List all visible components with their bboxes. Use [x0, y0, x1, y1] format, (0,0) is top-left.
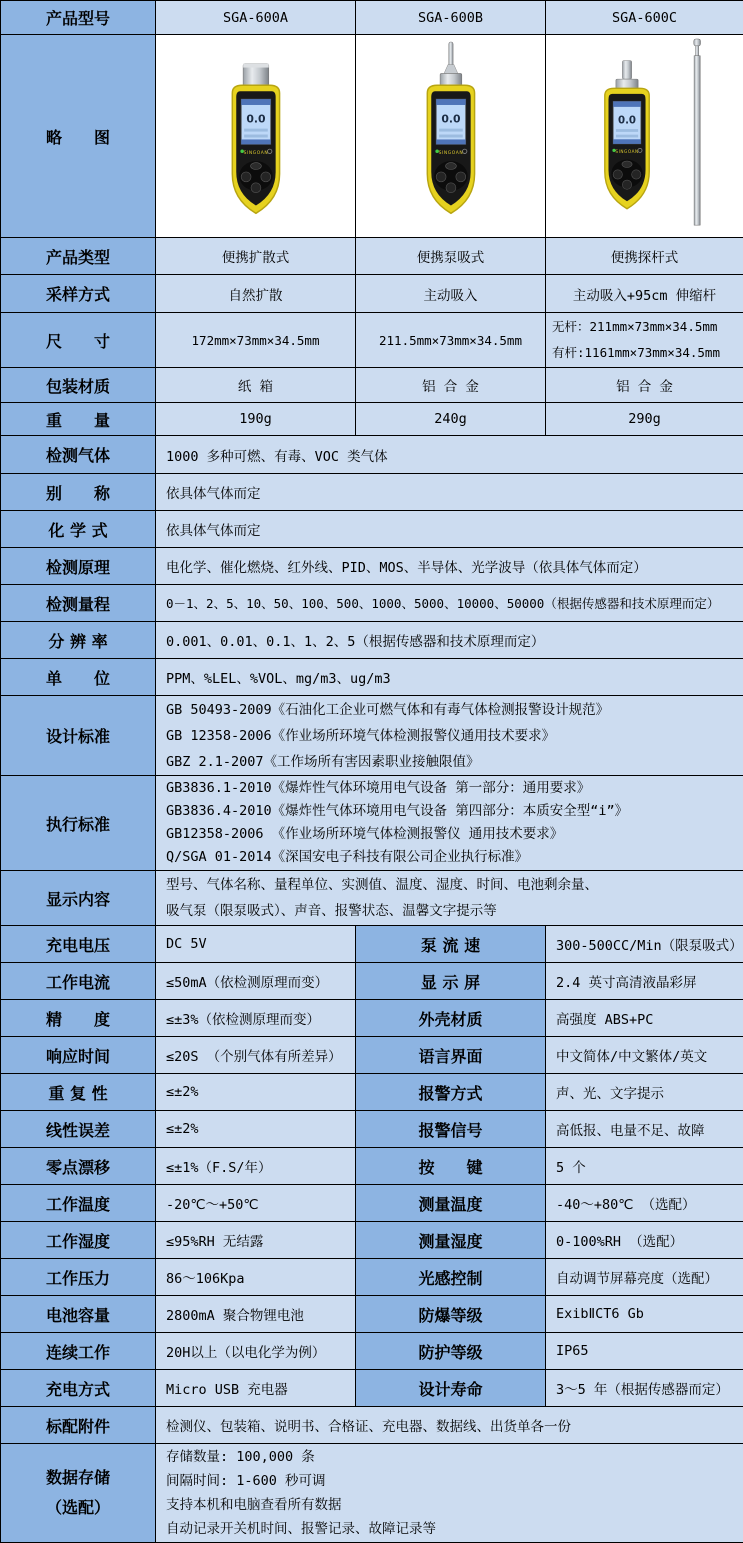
standard-line: GB 50493-2009《石油化工企业可燃气体和有毒气体检测报警设计规范》: [166, 697, 737, 723]
cell-value: 主动吸入+95cm 伸缩杆: [546, 275, 743, 313]
cell-value: ExibⅡCT6 Gb: [546, 1296, 743, 1333]
cell-value: 铝 合 金: [546, 368, 743, 403]
row-label: 别 称: [1, 474, 156, 511]
standard-line: GB 12358-2006《作业场所环境气体检测报警仪通用技术要求》: [166, 723, 737, 749]
row-label: 外壳材质: [356, 1000, 546, 1037]
row-label: 光感控制: [356, 1259, 546, 1296]
standard-line: GB12358-2006 《作业场所环境气体检测报警仪 通用技术要求》: [166, 823, 737, 846]
gas-detector-diffusion-image: [187, 38, 325, 235]
table-row: [1, 622, 743, 659]
cell-value: 211.5mm×73mm×34.5mm: [356, 313, 546, 368]
cell-value: ≤50mA（依检测原理而变）: [156, 963, 356, 1000]
cell-value: ≤95%RH 无结露: [156, 1222, 356, 1259]
cell-value: 0.001、0.01、0.1、1、2、5（根据传感器和技术原理而定）: [156, 622, 743, 659]
cell-value: [546, 313, 743, 368]
row-label: 工作电流: [1, 963, 156, 1000]
cell-value: ≤±2%: [156, 1111, 356, 1148]
table-row: [1, 585, 743, 622]
row-label: 精 度: [1, 1000, 156, 1037]
row-label: 工作压力: [1, 1259, 156, 1296]
row-label: 检测气体: [1, 436, 156, 474]
row-label: 测量湿度: [356, 1222, 546, 1259]
table-row: [1, 963, 743, 1000]
table-row: [1, 1259, 743, 1296]
row-label: 单 位: [1, 659, 156, 696]
row-label: 泵 流 速: [356, 926, 546, 963]
row-label: 语言界面: [356, 1037, 546, 1074]
cell-value: PPM、%LEL、%VOL、mg/m3、ug/m3: [156, 659, 743, 696]
cell-value: 1000 多种可燃、有毒、VOC 类气体: [156, 436, 743, 474]
standard-line: GB3836.4-2010《爆炸性气体环境用电气设备 第四部分：本质安全型“i”》: [166, 800, 737, 823]
cell-value: 自动调节屏幕亮度（选配）: [546, 1259, 743, 1296]
table-row: [1, 871, 743, 926]
cell-value: 主动吸入: [356, 275, 546, 313]
sketch-row: [1, 35, 743, 238]
row-label-line: 数据存储: [3, 1463, 153, 1493]
cell-value: 5 个: [546, 1148, 743, 1185]
cell-value: ≤±2%: [156, 1074, 356, 1111]
cell-value: 172mm×73mm×34.5mm: [156, 313, 356, 368]
dimension-line: 无杆：211mm×73mm×34.5mm: [552, 314, 737, 340]
cell-value: 240g: [356, 403, 546, 436]
cell-value: 电化学、催化燃烧、红外线、PID、MOS、半导体、光学波导（依具体气体而定）: [156, 548, 743, 585]
brand-label: SINGOAN: [438, 150, 463, 156]
cell-value: 高强度 ABS+PC: [546, 1000, 743, 1037]
row-label: 产品类型: [1, 238, 156, 275]
row-label: 防护等级: [356, 1333, 546, 1370]
row-label: 执行标准: [1, 776, 156, 871]
cell-value: 便携扩散式: [156, 238, 356, 275]
row-label: 零点漂移: [1, 1148, 156, 1185]
lcd-value: 0.0: [441, 112, 461, 125]
row-label: 电池容量: [1, 1296, 156, 1333]
cell-value: 3～5 年（根据传感器而定）: [546, 1370, 743, 1407]
cell-value: ≤±3%（依检测原理而变）: [156, 1000, 356, 1037]
cell-value: [156, 871, 743, 926]
storage-line: 支持本机和电脑查看所有数据: [166, 1493, 737, 1517]
display-content-line: 吸气泵（限泵吸式）、声音、报警状态、温馨文字提示等: [166, 898, 737, 924]
brand-label: SINGOAN: [615, 149, 638, 154]
table-row: [1, 403, 743, 436]
model-name-a: SGA-600A: [156, 1, 356, 35]
gas-detector-probe-image: [576, 38, 714, 235]
cell-value: 纸 箱: [156, 368, 356, 403]
cell-value: 2800mA 聚合物锂电池: [156, 1296, 356, 1333]
row-label-sketch: 略 图: [1, 35, 156, 238]
row-label: 响应时间: [1, 1037, 156, 1074]
cell-value: 中文简体/中文繁体/英文: [546, 1037, 743, 1074]
row-label: 标配附件: [1, 1407, 156, 1444]
row-label: 重 复 性: [1, 1074, 156, 1111]
row-label: 设计寿命: [356, 1370, 546, 1407]
cell-value: ≤20S （个别气体有所差异）: [156, 1037, 356, 1074]
cell-value: 声、光、文字提示: [546, 1074, 743, 1111]
row-label: 线性误差: [1, 1111, 156, 1148]
row-label-product-model: 产品型号: [1, 1, 156, 35]
storage-line: 自动记录开关机时间、报警记录、故障记录等: [166, 1517, 737, 1541]
storage-line: 间隔时间: 1-600 秒可调: [166, 1469, 737, 1493]
cell-value: ≤±1%（F.S/年）: [156, 1148, 356, 1185]
cell-value: 190g: [156, 403, 356, 436]
table-row: [1, 1074, 743, 1111]
cell-value: [156, 776, 743, 871]
table-row: [1, 1333, 743, 1370]
cell-value: 依具体气体而定: [156, 511, 743, 548]
table-row: [1, 275, 743, 313]
table-row: [1, 1444, 743, 1543]
telescopic-rod: [693, 38, 700, 224]
table-row: [1, 1185, 743, 1222]
cell-value: DC 5V: [156, 926, 356, 963]
cell-value: Micro USB 充电器: [156, 1370, 356, 1407]
table-row: [1, 926, 743, 963]
table-row: [1, 1407, 743, 1444]
row-label: 采样方式: [1, 275, 156, 313]
cell-value: -40～+80℃ （选配）: [546, 1185, 743, 1222]
table-row: [1, 548, 743, 585]
cell-value: 290g: [546, 403, 743, 436]
row-label: 工作温度: [1, 1185, 156, 1222]
model-name-b: SGA-600B: [356, 1, 546, 35]
cell-value: 300-500CC/Min（限泵吸式）: [546, 926, 743, 963]
cell-value: 依具体气体而定: [156, 474, 743, 511]
lcd-value: 0.0: [618, 115, 636, 126]
table-row: [1, 1037, 743, 1074]
cell-value: 20H以上（以电化学为例）: [156, 1333, 356, 1370]
table-row: [1, 696, 743, 776]
row-label: 按 键: [356, 1148, 546, 1185]
cell-value: [156, 696, 743, 776]
table-row: [1, 1111, 743, 1148]
table-row: [1, 1370, 743, 1407]
row-label: 显 示 屏: [356, 963, 546, 1000]
table-row: [1, 776, 743, 871]
cell-value: 自然扩散: [156, 275, 356, 313]
table-row: [1, 659, 743, 696]
row-label: 检测原理: [1, 548, 156, 585]
row-label: 充电电压: [1, 926, 156, 963]
lcd-value: 0.0: [246, 112, 266, 125]
table-row: [1, 1222, 743, 1259]
row-label: 测量温度: [356, 1185, 546, 1222]
row-label: 尺 寸: [1, 313, 156, 368]
table-row: [1, 436, 743, 474]
row-label: 包装材质: [1, 368, 156, 403]
row-label: 检测量程: [1, 585, 156, 622]
table-row: [1, 511, 743, 548]
row-label: 重 量: [1, 403, 156, 436]
row-label: 充电方式: [1, 1370, 156, 1407]
table-row: [1, 1296, 743, 1333]
display-content-line: 型号、气体名称、量程单位、实测值、温度、湿度、时间、电池剩余量、: [166, 872, 737, 898]
product-sketch-a: [156, 35, 356, 238]
cell-value: 检测仪、包装箱、说明书、合格证、充电器、数据线、出货单各一份: [156, 1407, 743, 1444]
row-label: 显示内容: [1, 871, 156, 926]
row-label: 分 辨 率: [1, 622, 156, 659]
storage-line: 存储数量: 100,000 条: [166, 1445, 737, 1469]
row-label: 连续工作: [1, 1333, 156, 1370]
table-row: [1, 368, 743, 403]
cell-value: 铝 合 金: [356, 368, 546, 403]
header-row: [1, 1, 743, 35]
cell-value: 2.4 英寸高清液晶彩屏: [546, 963, 743, 1000]
row-label: 设计标准: [1, 696, 156, 776]
gas-detector-pump-image: [382, 38, 520, 235]
standard-line: GB3836.1-2010《爆炸性气体环境用电气设备 第一部分：通用要求》: [166, 777, 737, 800]
cell-value: 便携泵吸式: [356, 238, 546, 275]
table-row: [1, 474, 743, 511]
table-row: [1, 238, 743, 275]
row-label-line: （选配）: [3, 1493, 153, 1523]
model-name-c: SGA-600C: [546, 1, 743, 35]
product-sketch-c: [546, 35, 743, 238]
cell-value: 便携探杆式: [546, 238, 743, 275]
brand-label: SINGOAN: [243, 150, 268, 156]
row-label: 工作湿度: [1, 1222, 156, 1259]
table-row: [1, 1000, 743, 1037]
standard-line: GBZ 2.1-2007《工作场所有害因素职业接触限值》: [166, 749, 737, 775]
cell-value: 0－1、2、5、10、50、100、500、1000、5000、10000、50000（根据传感器和技术原理而定）: [156, 585, 743, 622]
product-sketch-b: [356, 35, 546, 238]
table-row: [1, 313, 743, 368]
table-row: [1, 1148, 743, 1185]
cell-value: [156, 1444, 743, 1543]
cell-value: 0-100%RH （选配）: [546, 1222, 743, 1259]
cell-value: IP65: [546, 1333, 743, 1370]
cell-value: 86～106Kpa: [156, 1259, 356, 1296]
row-label: 报警信号: [356, 1111, 546, 1148]
cell-value: 高低报、电量不足、故障: [546, 1111, 743, 1148]
cell-value: -20℃～+50℃: [156, 1185, 356, 1222]
row-label: 化 学 式: [1, 511, 156, 548]
row-label: 防爆等级: [356, 1296, 546, 1333]
standard-line: Q/SGA 01-2014《深国安电子科技有限公司企业执行标准》: [166, 846, 737, 869]
row-label: 报警方式: [356, 1074, 546, 1111]
row-label-data-storage: [1, 1444, 156, 1543]
dimension-line: 有杆:1161mm×73mm×34.5mm: [552, 340, 737, 366]
